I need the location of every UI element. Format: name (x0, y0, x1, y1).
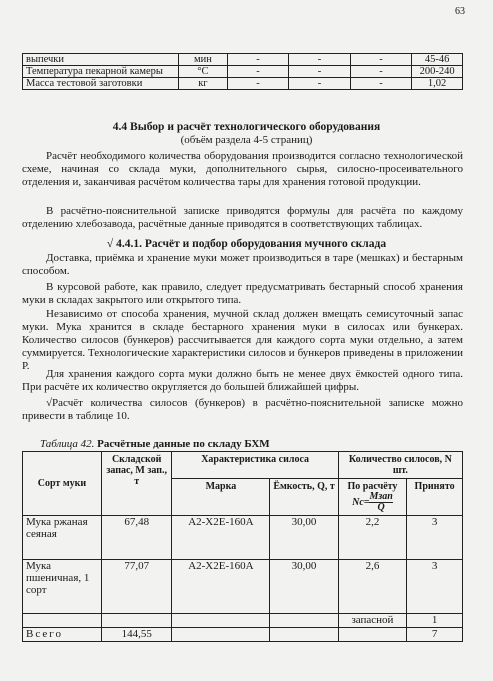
param-col-2: - (289, 54, 350, 66)
param-name: Температура пекарной камеры (23, 66, 179, 78)
row1-calc: 2,2 (338, 516, 406, 560)
bxm-table (22, 451, 463, 642)
formula-lhs: Nс= (352, 496, 370, 508)
total-calc (338, 628, 406, 642)
param-value: 1,02 (412, 78, 463, 90)
table-caption-title: Расчётные данные по складу БХМ (97, 438, 270, 450)
header-accepted: Принято (407, 479, 463, 516)
param-unit: °С (179, 66, 228, 78)
param-col-2: - (289, 78, 350, 90)
table-caption (40, 438, 270, 450)
subsection-title: √ 4.4.1. Расчёт и подбор оборудования мучного склада (106, 238, 387, 250)
header-capacity: Ёмкость, Q, т (270, 479, 338, 516)
param-col-2: - (289, 66, 350, 78)
section-heading: 4.4 Выбор и расчёт технологического оборудования (112, 121, 381, 133)
row1-capacity: 30,00 (270, 516, 338, 560)
paragraph-sub-2: В курсовой работе, как правило, следует предусматривать бестарный способ хранения муки в складах закрытого или открытого типа. (22, 281, 463, 306)
param-unit: кг (179, 78, 228, 90)
param-col-3: - (350, 78, 411, 90)
reserve-accepted: 1 (407, 614, 463, 628)
header-calc-label: По расчёту (347, 481, 398, 492)
reserve-capacity (270, 614, 338, 628)
param-col-1: - (227, 66, 288, 78)
param-name: выпечки (23, 54, 179, 66)
row2-sort: Мука пшеничная, 1 сорт (23, 560, 102, 614)
top-parameter-table (22, 53, 463, 90)
total-mark (172, 628, 270, 642)
paragraph-sub-3: Независимо от способа хранения, мучной склад должен вмещать семисуточный запас муки. Мука хранится в складе бестарного хранения муки в силосах или бункерах. Количество силосов (бункеров) рассчитывается для каждого сорта муки отдельно, а затем суммируется. Технологические характеристики силосов и бункеров приведены в приложении Р. (22, 308, 463, 372)
total-stock: 144,55 (101, 628, 172, 642)
total-accepted: 7 (407, 628, 463, 642)
top-table-row (23, 78, 463, 90)
total-label: Всего (23, 628, 102, 642)
total-capacity (270, 628, 338, 642)
table-caption-label: Таблица 42. (40, 438, 95, 450)
row2-stock: 77,07 (101, 560, 172, 614)
param-col-3: - (350, 54, 411, 66)
param-name: Масса тестовой заготовки (23, 78, 179, 90)
header-stock: Складской запас, M зап., т (101, 452, 172, 516)
header-count: Количество силосов, N шт. (338, 452, 462, 479)
header-mark: Марка (172, 479, 270, 516)
reserve-label: запасной (338, 614, 406, 628)
row2-mark: А2-Х2Е-160А (172, 560, 270, 614)
row1-accepted: 3 (407, 516, 463, 560)
section-subheading: (объём раздела 4-5 страниц) (180, 134, 313, 146)
header-silo: Характеристика силоса (172, 452, 338, 479)
paragraph-sub-5: √Расчёт количества силосов (бункеров) в расчётно-пояснительной записке можно привести в таблице 10. (22, 397, 463, 422)
formula (341, 492, 404, 513)
param-value: 200-240 (412, 66, 463, 78)
param-col-1: - (227, 54, 288, 66)
paragraph-section-2: В расчётно-пояснительной записке приводятся формулы для расчёта по каждому отделению хлебозавода, расчётные данные приводятся в соответствующих таблицах. (22, 205, 463, 230)
header-sort: Сорт муки (23, 452, 102, 516)
row1-sort: Мука ржаная сеяная (23, 516, 102, 560)
row1-stock: 67,48 (101, 516, 172, 560)
top-table-row (23, 66, 463, 78)
param-value: 45-46 (412, 54, 463, 66)
param-unit: мин (179, 54, 228, 66)
page-number: 63 (455, 6, 465, 17)
row2-capacity: 30,00 (270, 560, 338, 614)
reserve-sort (23, 614, 102, 628)
reserve-mark (172, 614, 270, 628)
row1-mark: А2-Х2Е-160А (172, 516, 270, 560)
paragraph-section-1: Расчёт необходимого количества оборудования производится согласно технологической схеме, начиная со склада муки, дополнительного сырья, силосно-просеивательного отделения и, заканчивая расчётом количества тары для хранения готовой продукции. (22, 150, 463, 188)
row2-accepted: 3 (407, 560, 463, 614)
formula-denominator: Q (377, 502, 385, 513)
formula-numerator: Mзап (369, 491, 393, 502)
paragraph-sub-1: Доставка, приёмка и хранение муки может производиться в таре (мешках) и бестарным способом. (22, 252, 463, 277)
reserve-stock (101, 614, 172, 628)
header-calc (338, 479, 406, 516)
row2-calc: 2,6 (338, 560, 406, 614)
paragraph-sub-4: Для хранения каждого сорта муки должно быть не менее двух ёмкостей одного типа. При расчёте их количество округляется до большей ближайшей цифры. (22, 368, 463, 393)
param-col-1: - (227, 78, 288, 90)
param-col-3: - (350, 66, 411, 78)
top-table-row (23, 54, 463, 66)
